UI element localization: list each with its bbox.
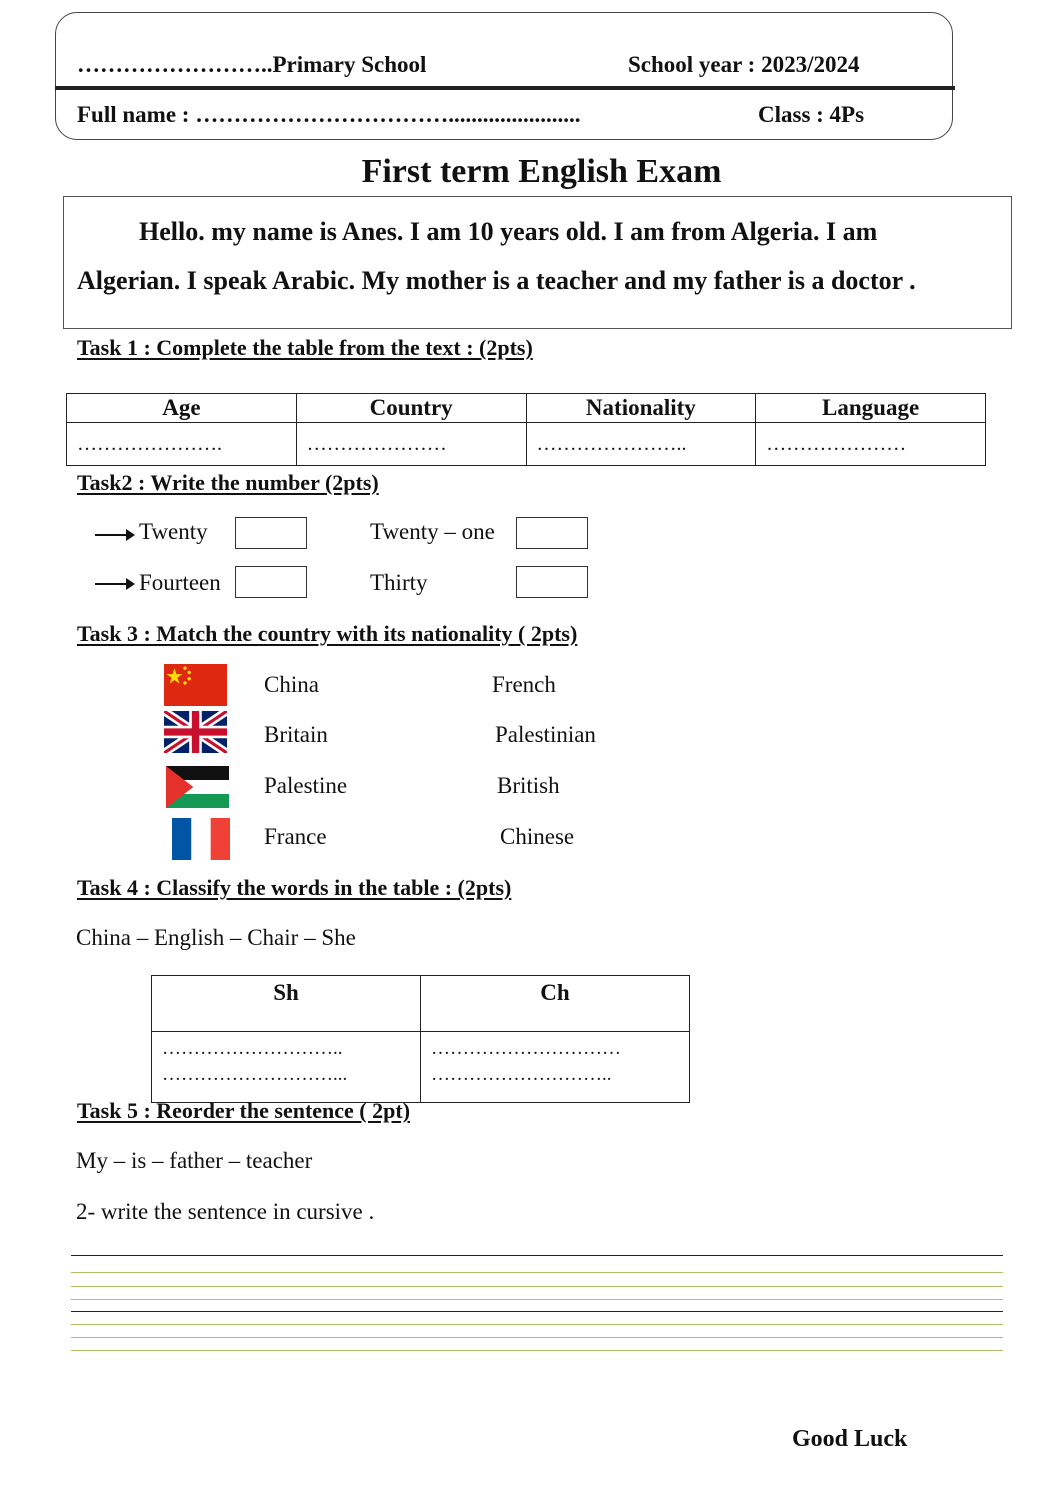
task4-header-sh: Sh: [152, 976, 421, 1032]
task1-header-country: Country: [296, 394, 526, 423]
guide-line: [71, 1286, 1003, 1287]
task1-header-language: Language: [756, 394, 986, 423]
arrow-icon: [95, 583, 133, 585]
country-france: France: [264, 824, 327, 849]
france-flag-icon: [172, 818, 230, 860]
blank-line: ………………………..: [162, 1038, 343, 1059]
number-word-thirty: Thirty: [370, 570, 428, 595]
china-flag-icon: [164, 664, 227, 706]
task4-word-list: China – English – Chair – She: [76, 925, 356, 950]
task4-answer-sh[interactable]: [152, 1032, 421, 1103]
task5-instruction: 2- write the sentence in cursive .: [76, 1199, 375, 1224]
school-year: School year : 2023/2024: [628, 52, 860, 77]
task4-title: Task 4 : Classify the words in the table : (2pts): [77, 875, 512, 900]
task3-title: Task 3 : Match the country with its nationality ( 2pts): [77, 621, 578, 646]
answer-box-thirty[interactable]: [516, 566, 588, 598]
task4-answer-ch[interactable]: [421, 1032, 690, 1103]
britain-flag-icon: [164, 711, 227, 753]
nationality-french: French: [492, 672, 556, 697]
nationality-palestinian: Palestinian: [495, 722, 596, 747]
task1-header-age: Age: [67, 394, 297, 423]
guide-line: [71, 1350, 1003, 1351]
reading-line-2: Algerian. I speak Arabic. My mother is a teacher and my father is a doctor .: [77, 266, 916, 295]
writing-line: [71, 1255, 1003, 1256]
answer-box-twenty[interactable]: [235, 517, 307, 549]
blank-line: …………………………: [431, 1038, 621, 1059]
task4-table: [151, 975, 690, 1103]
guide-line: [71, 1324, 1003, 1325]
task2-title: Task2 : Write the number (2pts): [77, 470, 379, 495]
full-name-field[interactable]: Full name : …………………………….......................: [77, 102, 581, 127]
answer-box-twenty-one[interactable]: [516, 517, 588, 549]
school-name: ……………………..Primary School: [77, 52, 427, 77]
country-britain: Britain: [264, 722, 328, 747]
palestine-flag-icon: [166, 766, 229, 808]
answer-box-fourteen[interactable]: [235, 566, 307, 598]
reading-line-1: Hello. my name is Anes. I am 10 years old. I am from Algeria. I am: [139, 217, 878, 246]
task4-header-ch: Ch: [421, 976, 690, 1032]
guide-line: [71, 1337, 1003, 1338]
task1-blank-language[interactable]: …………………: [756, 423, 986, 466]
task1-blank-age[interactable]: ………………….: [67, 423, 297, 466]
guide-line: [71, 1272, 1003, 1273]
task1-blank-country[interactable]: …………………: [296, 423, 526, 466]
arrow-icon: [95, 534, 133, 536]
reading-text-box: [63, 196, 1012, 329]
task1-table: [66, 393, 986, 466]
task5-words: My – is – father – teacher: [76, 1148, 313, 1173]
country-china: China: [264, 672, 319, 697]
country-palestine: Palestine: [264, 773, 348, 798]
guide-line: [71, 1299, 1003, 1300]
header-divider: [55, 86, 955, 90]
number-word-fourteen: Fourteen: [139, 570, 221, 595]
nationality-chinese: Chinese: [500, 824, 575, 849]
class-label: Class : 4Ps: [758, 102, 865, 127]
task1-header-nationality: Nationality: [526, 394, 756, 423]
blank-line: ………………………..: [431, 1064, 612, 1085]
footer-good-luck: Good Luck: [792, 1426, 908, 1452]
task5-title: Task 5 : Reorder the sentence ( 2pt): [77, 1098, 411, 1123]
task1-blank-nationality[interactable]: …………………..: [526, 423, 756, 466]
writing-line: [71, 1311, 1003, 1312]
nationality-british: British: [497, 773, 560, 798]
page-title: First term English Exam: [361, 153, 722, 190]
number-word-twenty: Twenty: [139, 519, 208, 544]
blank-line: ………………………...: [162, 1064, 348, 1085]
number-word-twenty-one: Twenty – one: [370, 519, 495, 544]
task1-title: Task 1 : Complete the table from the text : (2pts): [77, 335, 533, 360]
